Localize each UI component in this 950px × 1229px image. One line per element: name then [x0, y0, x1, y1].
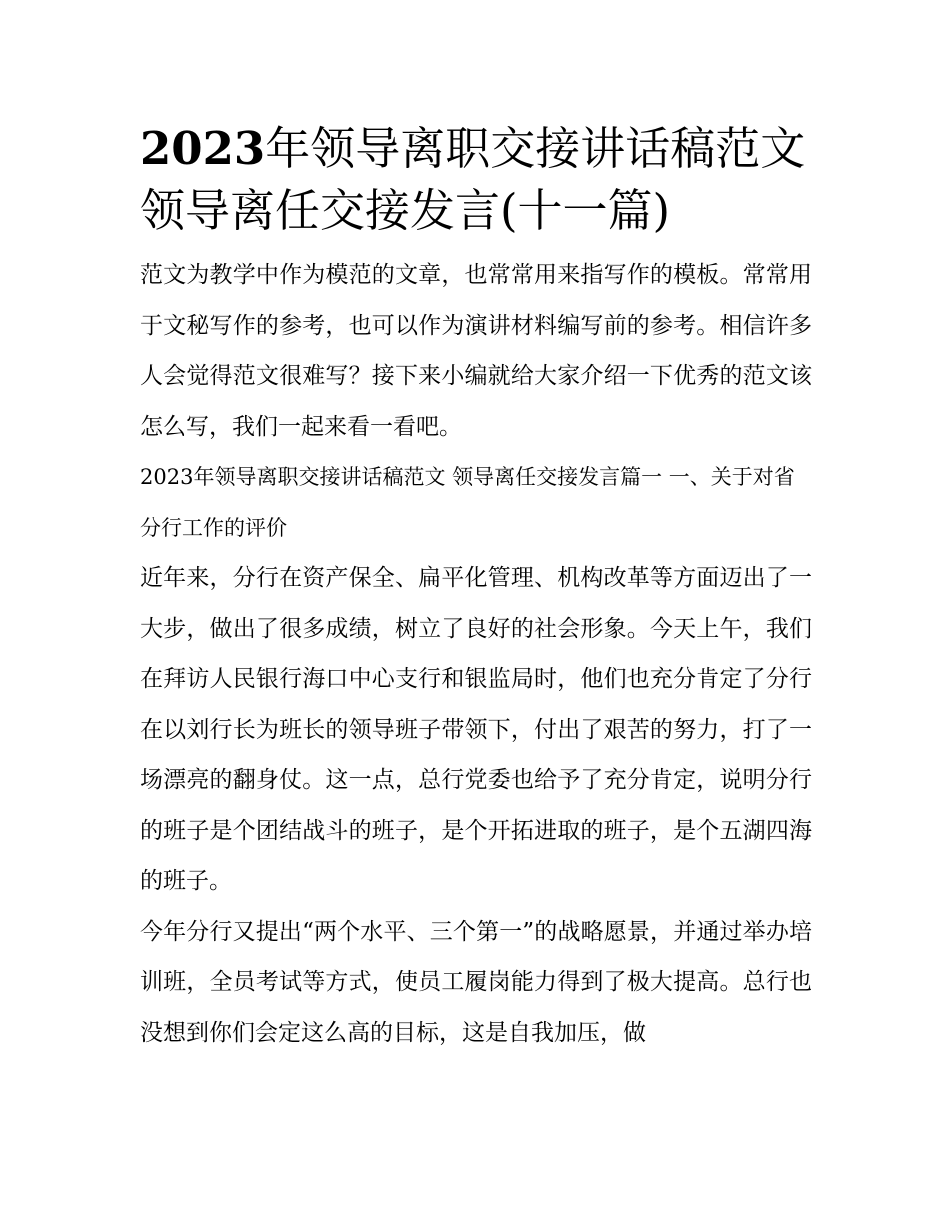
intro-paragraph: 范文为教学中作为模范的文章，也常常用来指写作的模板。常常用于文秘写作的参考，也可以作为演讲材料编写前的参考。相信许多人会觉得范文很难写？接下来小编就给大家介绍一下优秀的范文该怎么写，我们一起来看一看吧。: [140, 262, 812, 440]
body-paragraph-1: 近年来，分行在资产保全、扁平化管理、机构改革等方面迈出了一大步，做出了很多成绩，树立了良好的社会形象。今天上午，我们在拜访人民银行海口中心支行和银监局时，他们也充分肯定了分行在以刘行长为班长的领导班子带领下，付出了艰苦的努力，打了一场漂亮的翻身仗。这一点，总行党委也给予了充分肯定，说明分行的班子是个团结战斗的班子，是个开拓进取的班子，是个五湖四海的班子。: [140, 565, 812, 894]
body-paragraph-2: 今年分行又提出“两个水平、三个第一”的战略愿景，并通过举办培训班，全员考试等方式，使员工履岗能力得到了极大提高。总行也没想到你们会定这么高的目标，这是自我加压，做: [140, 918, 812, 1046]
document-title: [140, 118, 812, 242]
section-heading: 2023年领导离职交接讲话稿范文 领导离任交接发言篇一 一、关于对省分行工作的评价: [140, 465, 795, 540]
title-year: 2023: [140, 122, 266, 175]
document-body: [140, 118, 812, 1058]
title-text: 年领导离职交接讲话稿范文 领导离任交接发言(十一篇): [140, 122, 806, 237]
